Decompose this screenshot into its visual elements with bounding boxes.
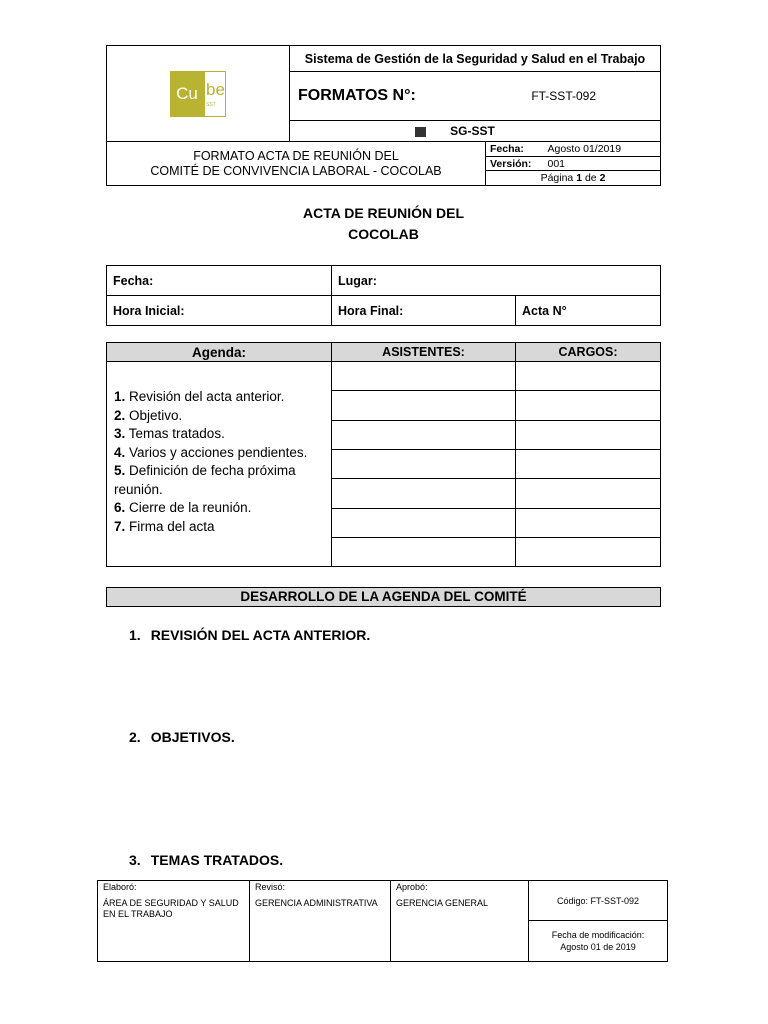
document-header [106,45,661,142]
formatos-code: FT-SST-092 [515,72,660,121]
page-of: de [584,172,597,184]
section-title: OBJETIVOS. [150,729,235,745]
agenda-item: 5. Definición de fecha próxima reunión. [114,463,296,497]
asistente-cell[interactable] [332,421,516,450]
main-title-line2: COCOLAB [348,226,419,242]
fecha-mod-label: Fecha de modificación: [551,930,645,940]
doc-title-line2: COMITÉ DE CONVIVENCIA LABORAL - COCOLAB [150,163,442,178]
reviso-label: Revisó: [255,882,286,892]
hora-inicial-field[interactable]: Hora Inicial: [107,296,332,326]
asistente-cell[interactable] [332,538,516,567]
fecha-label: Fecha: [486,142,544,157]
main-title-line1: ACTA DE REUNIÓN DEL [303,205,464,221]
agenda-item: 7. Firma del acta [114,518,215,534]
section-number: 3. [129,852,141,868]
cargo-cell[interactable] [516,538,661,567]
logo-right: be [206,79,225,99]
lugar-field[interactable]: Lugar: [332,266,661,296]
reviso-value: GERENCIA ADMINISTRATIVA [255,898,378,908]
section-heading [129,852,283,868]
agenda-header: Agenda: [107,343,332,362]
agenda-list [107,362,332,567]
asistente-cell[interactable] [332,479,516,509]
company-logo [170,71,226,117]
agenda-item: 1. Revisión del acta anterior. [114,389,285,404]
agenda-item: 3. Temas tratados. [114,426,225,441]
formatos-label: FORMATOS N°: [290,72,516,121]
asistente-cell[interactable] [332,362,516,391]
page-indicator [486,171,661,186]
asistente-cell[interactable] [332,450,516,479]
meeting-info-table [106,265,661,326]
cargos-header: CARGOS: [516,343,661,362]
aprobo-label: Aprobó: [396,882,428,892]
logo-small: SST [206,101,216,108]
main-title [106,203,661,245]
elaboro-value: ÁREA DE SEGURIDAD Y SALUD EN EL TRABAJO [103,898,239,919]
fecha-mod-cell [529,921,668,962]
elaboro-cell [98,881,250,962]
cargo-cell[interactable] [516,362,661,391]
section-heading [129,729,235,745]
page-word: Página [540,172,574,184]
logo-cell [107,46,290,142]
aprobo-value: GERENCIA GENERAL [396,898,489,908]
cargo-cell[interactable] [516,450,661,479]
asistente-cell[interactable] [332,509,516,538]
elaboro-label: Elaboró: [103,882,137,892]
version-label: Versión: [486,157,544,171]
page-current: 1 [576,172,583,184]
asistente-cell[interactable] [332,391,516,421]
doc-title-line1: FORMATO ACTA DE REUNIÓN DEL [193,148,399,163]
footer-table [97,880,668,962]
agenda-item: 4. Varios y acciones pendientes. [114,444,308,460]
hora-final-field[interactable]: Hora Final: [332,296,516,326]
agenda-item: 6. Cierre de la reunión. [114,500,252,515]
system-title: Sistema de Gestión de la Seguridad y Salud en el Trabajo [290,46,661,72]
desarrollo-title: DESARROLLO DE LA AGENDA DEL COMITÉ [106,587,661,607]
codigo-cell: Código: FT-SST-092 [529,881,668,921]
aprobo-cell [391,881,529,962]
doc-title [107,142,486,186]
page-total: 2 [599,172,606,184]
cargo-cell[interactable] [516,391,661,421]
sg-sst-row [290,121,661,142]
fecha-mod-value: Agosto 01 de 2019 [560,942,636,952]
sg-sst-icon [415,127,426,137]
acta-field[interactable]: Acta N° [516,296,661,326]
version-value: 001 [544,157,661,171]
agenda-item: 2. Objetivo. [114,407,183,423]
section-title: REVISIÓN DEL ACTA ANTERIOR. [150,627,371,643]
section-number: 1. [129,627,141,643]
cargo-cell[interactable] [516,421,661,450]
reviso-cell [250,881,391,962]
cargo-cell[interactable] [516,479,661,509]
agenda-table [106,342,661,567]
asistentes-header: ASISTENTES: [332,343,516,362]
section-number: 2. [129,729,141,745]
fecha-value: Agosto 01/2019 [544,142,661,157]
section-heading [129,627,370,643]
doc-info-table [106,141,661,186]
cargo-cell[interactable] [516,509,661,538]
sg-sst-label: SG-SST [450,124,495,138]
logo-left: Cu [170,71,204,117]
section-title: TEMAS TRATADOS. [150,852,284,868]
fecha-field[interactable]: Fecha: [107,266,332,296]
